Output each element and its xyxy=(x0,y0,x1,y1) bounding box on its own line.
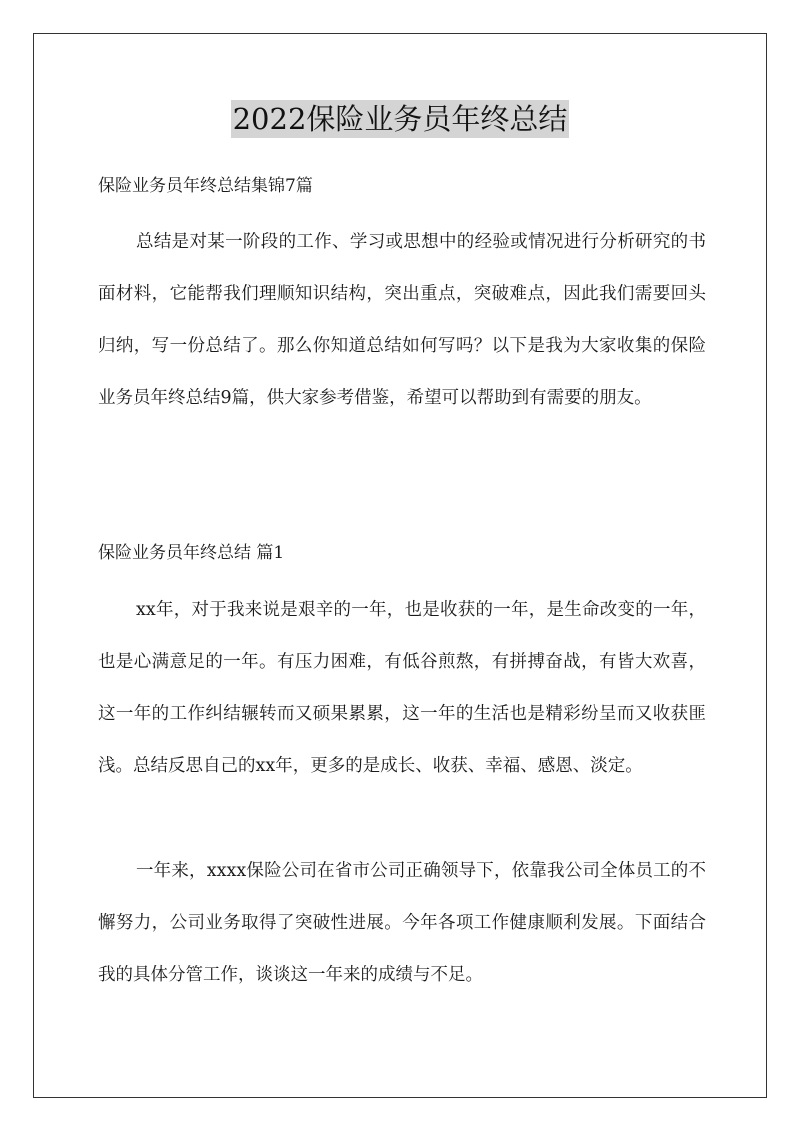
document-title: 2022保险业务员年终总结 xyxy=(232,102,568,136)
body-paragraph-2: 一年来，xxxx保险公司在省市公司正确领导下，依靠我公司全体员工的不懈努力，公司业务取得了突破性进展。今年各项工作健康顺利发展。下面结合我的具体分管工作，谈谈这一年来的成绩与不足。 xyxy=(98,861,706,985)
body-paragraph-1: xx年，对于我来说是艰辛的一年，也是收获的一年，是生命改变的一年，也是心满意足的一年。有压力困难，有低谷煎熬，有拼搏奋战，有皆大欢喜，这一年的工作纠结辗转而又硕果累累，这一年的生活也是精彩纷呈而又收获匪浅。总结反思自己的xx年，更多的是成长、收获、幸福、感恩、淡定。 xyxy=(98,600,706,776)
intro-paragraph: 总结是对某一阶段的工作、学习或思想中的经验或情况进行分析研究的书面材料，它能帮我们理顺知识结构，突出重点，突破难点，因此我们需要回头归纳，写一份总结了。那么你知道总结如何写吗？以下是我为大家收集的保险业务员年终总结9篇，供大家参考借鉴，希望可以帮助到有需要的朋友。 xyxy=(98,232,706,408)
section-heading: 保险业务员年终总结 篇1 xyxy=(98,543,285,563)
title-container xyxy=(0,100,800,138)
document-subtitle: 保险业务员年终总结集锦7篇 xyxy=(98,176,313,196)
